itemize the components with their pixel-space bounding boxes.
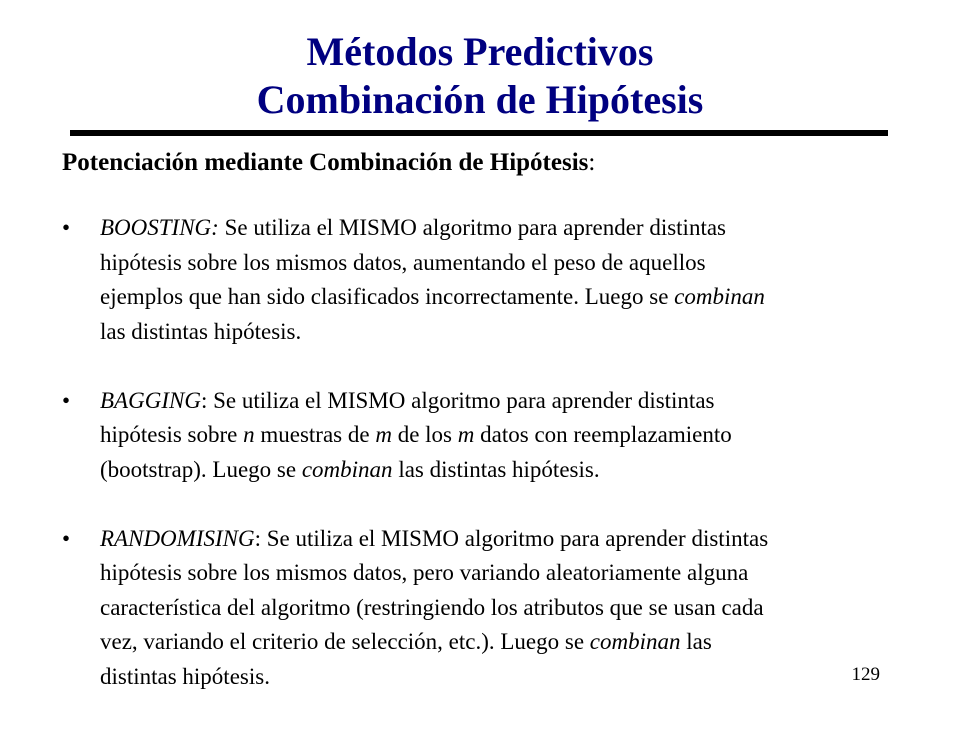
- emphasis-text: RANDOMISING: [100, 525, 255, 551]
- bullet-item: [62, 384, 922, 488]
- page-number: 129: [851, 664, 880, 685]
- bullet-item: [62, 522, 922, 695]
- text-run: las distintas hipótesis.: [392, 456, 600, 482]
- bullet-marker: •: [62, 525, 71, 551]
- title-divider: [70, 130, 888, 136]
- text-run: las distintas hipótesis.: [100, 318, 302, 344]
- text-run: : Se utiliza el MISMO algoritmo para aprender distintas: [200, 387, 715, 413]
- text-run: característica del algoritmo (restringiendo los atributos que se usan cada: [100, 594, 764, 620]
- section-heading-bold: Potenciación mediante Combinación de Hipótesis: [62, 149, 589, 176]
- slide-title: [0, 28, 960, 124]
- text-run: las: [680, 629, 712, 654]
- bullet-text: [100, 384, 922, 488]
- text-run: distintas hipótesis.: [100, 663, 270, 689]
- bullet-marker: •: [62, 387, 71, 413]
- emphasis-text: m: [375, 422, 392, 447]
- text-run: datos con reemplazamiento: [474, 422, 732, 447]
- text-run: vez, variando el criterio de selección, etc.). Luego se: [100, 629, 590, 654]
- bullet-item: [62, 211, 922, 349]
- text-run: hipótesis sobre los mismos datos, pero variando aleatoriamente alguna: [100, 560, 749, 585]
- title-line-1: Métodos Predictivos: [306, 29, 654, 74]
- emphasis-text: combinan: [589, 629, 681, 654]
- text-run: hipótesis sobre: [100, 422, 244, 447]
- text-run: muestras de: [254, 422, 376, 447]
- section-heading-suffix: :: [588, 149, 596, 176]
- text-run: (bootstrap). Luego se: [100, 456, 302, 482]
- text-run: hipótesis sobre los mismos datos, aumentando el peso de aquellos: [100, 249, 706, 275]
- emphasis-text: BOOSTING:: [100, 215, 219, 240]
- title-line-2: Combinación de Hipótesis: [256, 77, 704, 122]
- emphasis-text: BAGGING: [100, 387, 201, 413]
- bullet-list: [62, 211, 922, 729]
- text-run: : Se utiliza el MISMO algoritmo para aprender distintas: [254, 525, 769, 551]
- bullet-text: [100, 522, 922, 695]
- section-heading: [62, 145, 595, 181]
- emphasis-text: m: [457, 422, 475, 447]
- bullet-text: [100, 211, 922, 349]
- emphasis-text: combinan: [674, 284, 765, 309]
- emphasis-text: combinan: [301, 456, 393, 482]
- bullet-marker: •: [62, 215, 71, 240]
- text-run: de los: [391, 422, 458, 447]
- text-run: ejemplos que han sido clasificados incorrectamente. Luego se: [100, 284, 675, 309]
- emphasis-text: n: [243, 422, 255, 447]
- text-run: Se utiliza el MISMO algoritmo para aprender distintas: [218, 215, 727, 240]
